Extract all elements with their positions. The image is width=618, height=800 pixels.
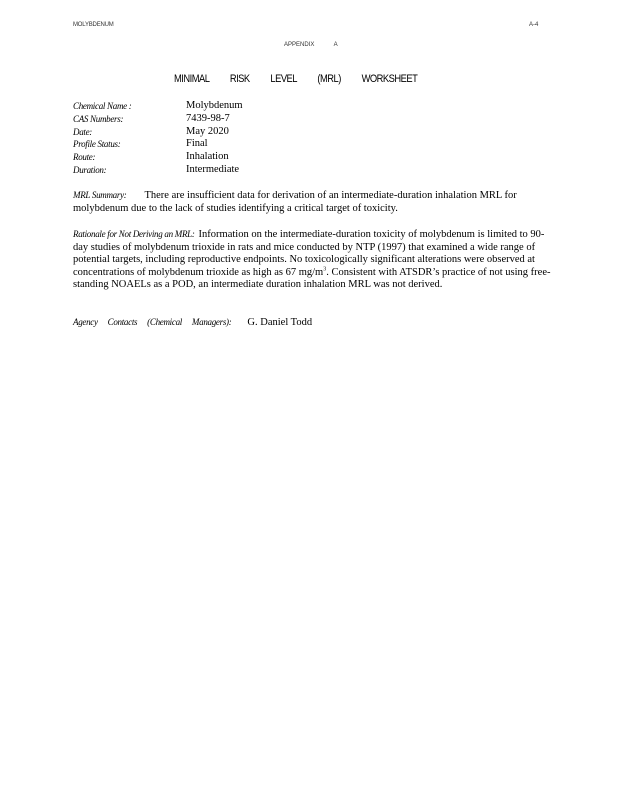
meta-row-cas-number [73,113,243,126]
meta-label: Route: [73,152,96,163]
page-number: A-4 [529,22,539,28]
page-title: MINIMAL RISK LEVEL (MRL) WORKSHEET [174,73,418,85]
mrl-summary-paragraph [73,189,553,215]
agency-contacts-name: G. Daniel Todd [247,317,313,328]
meta-value: Intermediate [186,163,240,175]
rationale-lead: Rationale for Not Deriving an MRL: [73,229,195,239]
metadata-table [73,100,243,177]
rationale-superscript: 3 [323,266,327,273]
meta-label: Duration: [73,164,107,175]
meta-label: Chemical Name : [73,101,132,111]
meta-value: Molybdenum [186,100,243,111]
running-title: MOLYBDENUM [73,22,114,28]
rationale-text-1: Information on the intermediate-duration toxicity of molybdenum is limited to 90-day studies of molybdenum trioxide in rats and mice conducted by NTP (1997) that examined a wide range of potential targets, including reproductive endpoints. No toxicologically significant alterations were observed at concentrations of molybdenum trioxide as high as 67 mg/m [73,229,545,278]
meta-value: May 2020 [186,125,229,137]
rationale-text-2: . Consistent with ATSDR’s practice of not using free-standing NOAELs as a POD, an intermediate duration inhalation MRL was not derived. [73,266,551,291]
meta-row-date [73,126,243,139]
mrl-summary-lead: MRL Summary: [73,190,127,200]
appendix-label: APPENDIX A [284,42,338,48]
mrl-summary-text: There are insufficient data for derivation of an intermediate-duration inhalation MRL for molybdenum due to the lack of studies identifying a critical target of toxicity. [73,190,517,214]
meta-value: Inhalation [186,151,229,163]
meta-label: Profile Status: [73,139,121,150]
meta-value: 7439-98-7 [186,112,230,124]
meta-row-duration [73,164,243,177]
meta-label: CAS Numbers: [73,113,124,124]
meta-value: Final [186,138,208,150]
rationale-paragraph [73,228,553,292]
meta-row-route [73,151,243,164]
meta-label: Date: [73,126,92,137]
meta-row-profile-status [73,138,243,151]
agency-contacts-lead: Agency Contacts (Chemical Managers): [73,317,232,327]
agency-contacts [73,317,312,328]
meta-row-chemical-name [73,100,243,113]
